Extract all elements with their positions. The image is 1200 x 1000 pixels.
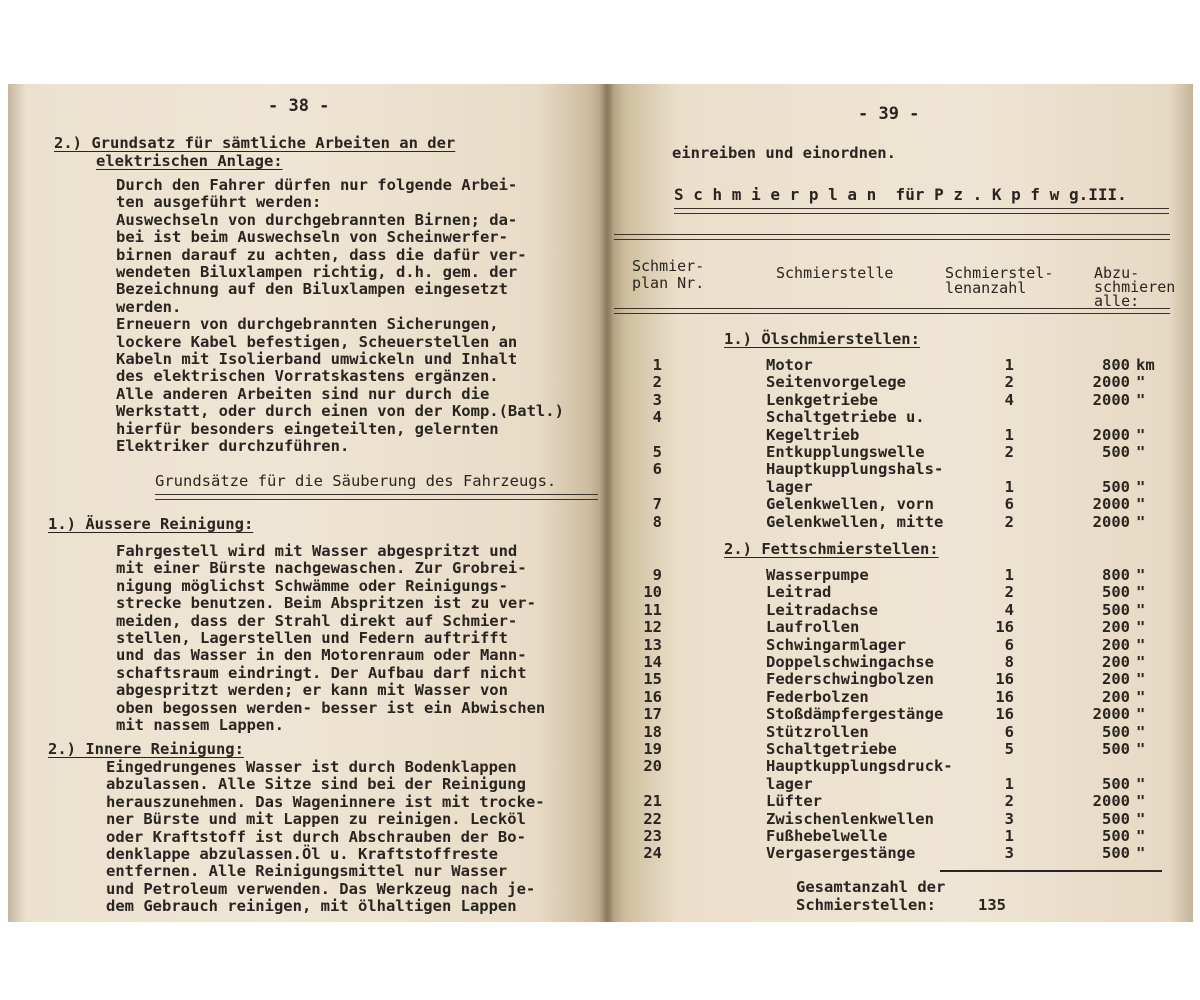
cell-count: 2: [1004, 512, 1014, 531]
cell-unit: ": [1136, 670, 1146, 689]
cell-count: 6: [1004, 722, 1014, 741]
body-line: oben begossen werden- besser ist ein Abwischen: [116, 698, 546, 717]
total-label-line: Gesamtanzahl der: [796, 878, 946, 896]
body-line: bei ist beim Auswechseln von Scheinwerfer-: [116, 228, 508, 247]
cell-count: 6: [1004, 495, 1014, 514]
body-line: lockere Kabel befestigen, Scheuerstellen an: [116, 332, 518, 351]
body-line: Eingedrungenes Wasser ist durch Bodenklappen: [106, 758, 517, 776]
header-line: plan Nr.: [632, 274, 705, 292]
body-line: werden.: [116, 297, 182, 316]
intro-line: einreiben und einordnen.: [672, 144, 896, 162]
cell-count: 2: [1004, 792, 1014, 811]
cell-interval: 500: [1102, 477, 1130, 496]
cell-interval: 800: [1102, 356, 1130, 374]
cell-interval: 200: [1102, 618, 1130, 637]
cell-count: 4: [1004, 390, 1014, 409]
cell-name: Schaltgetriebe u.: [766, 408, 925, 427]
cell-unit: ": [1136, 495, 1146, 514]
cell-interval: 500: [1102, 809, 1130, 828]
cell-count: 1: [1004, 477, 1014, 496]
body-line: Fahrgestell wird mit Wasser abgespritzt und: [116, 542, 518, 560]
cell-nr: 2: [652, 373, 662, 392]
cell-name: Leitrad: [766, 583, 832, 602]
cell-interval: 200: [1102, 670, 1130, 689]
cleaning-title-rule: [155, 494, 598, 500]
cell-nr: 14: [643, 653, 662, 671]
cell-count: 2: [1004, 443, 1014, 461]
header-lubrication-point: Schmierstelle: [776, 264, 894, 282]
cell-name: Lüfter: [766, 792, 822, 811]
cell-count: 1: [1004, 425, 1014, 444]
cell-unit: ": [1136, 373, 1146, 392]
cell-interval: 200: [1102, 687, 1130, 706]
cell-unit: ": [1136, 809, 1146, 828]
cell-nr: 24: [643, 844, 662, 863]
cell-name: Doppelschwingachse: [766, 653, 934, 671]
cell-nr: 7: [652, 495, 662, 514]
cell-name: Lenkgetriebe: [766, 390, 878, 409]
cell-unit: ": [1136, 425, 1146, 444]
cell-count: 3: [1004, 844, 1014, 863]
total-value: 135: [978, 896, 1006, 914]
cell-name: Federschwingbolzen: [766, 670, 934, 689]
cell-name: Motor: [766, 356, 813, 374]
cell-count: 1: [1004, 774, 1014, 793]
cell-name: Kegeltrieb: [766, 425, 860, 444]
body-line: Kabeln mit Isolierband umwickeln und Inhalt: [116, 350, 518, 368]
cell-unit: ": [1136, 635, 1146, 654]
body-line: stellen, Lagerstellen und Federn auftrifft: [116, 629, 508, 647]
body-line: strecke benutzen. Beim Abspritzen ist zu ver-: [116, 594, 536, 613]
cell-nr: 15: [643, 670, 662, 689]
cell-name: Schaltgetriebe: [766, 740, 897, 758]
cleaning-title: Grundsätze für die Säuberung des Fahrzeugs.: [155, 472, 557, 490]
cell-count: 16: [995, 687, 1014, 706]
cell-nr: 22: [643, 809, 662, 828]
header-line: schmieren: [1094, 278, 1176, 296]
total-label-line: Schmierstellen:: [796, 896, 936, 914]
cell-nr: 9: [652, 566, 662, 584]
cell-interval: 500: [1102, 844, 1130, 863]
cell-unit: ": [1136, 618, 1146, 637]
body-line: Werkstatt, oder durch einen von der Komp.(Batl.): [116, 402, 564, 421]
book-gutter: [600, 84, 614, 922]
cell-count: 1: [1004, 566, 1014, 584]
cell-name: Federbolzen: [766, 687, 869, 706]
header-line: Abzu-: [1094, 264, 1140, 282]
cell-interval: 200: [1102, 635, 1130, 654]
cell-nr: 4: [652, 408, 662, 427]
body-line: meiden, dass der Strahl direkt auf Schmier-: [116, 611, 518, 630]
cell-unit: ": [1136, 687, 1146, 706]
group-grease-heading: 2.) Fettschmierstellen:: [724, 540, 939, 558]
body-line: wendeten Biluxlampen richtig, d.h. gem. der: [116, 263, 518, 281]
body-line: mit einer Bürste nachgewaschen. Zur Grobrei-: [116, 559, 527, 578]
cell-count: 16: [995, 705, 1014, 724]
cell-interval: 500: [1102, 827, 1130, 845]
body-line: herauszunehmen. Das Wageninnere ist mit trocke-: [106, 792, 545, 811]
cell-unit: ": [1136, 477, 1146, 496]
cell-unit: ": [1136, 722, 1146, 741]
cell-name: Wasserpumpe: [766, 566, 869, 584]
cell-unit: ": [1136, 600, 1146, 619]
total-rule: [940, 870, 1162, 872]
cell-nr: 6: [652, 460, 662, 479]
cell-interval: 500: [1102, 583, 1130, 602]
cell-name: Stoßdämpfergestänge: [766, 705, 944, 724]
cell-interval: 2000: [1092, 425, 1130, 444]
cell-nr: 1: [652, 356, 662, 374]
cell-name: Hauptkupplungshals-: [766, 460, 944, 479]
body-line: schaftsraum eindringt. Der Aufbau darf nicht: [116, 663, 527, 682]
body-line: abgespritzt werden; er kann mit Wasser von: [116, 681, 508, 700]
cell-count: 2: [1004, 373, 1014, 392]
table-header-rule: [614, 308, 1170, 314]
body-line: Elektriker durchzuführen.: [116, 437, 350, 455]
cell-count: 5: [1004, 740, 1014, 758]
cell-unit: ": [1136, 512, 1146, 531]
section-title-line: 2.) Grundsatz für sämtliche Arbeiten an der: [54, 134, 456, 152]
header-line: Schmierstel-: [945, 264, 1054, 282]
group-oil-heading: 1.) Ölschmierstellen:: [724, 330, 920, 348]
cell-nr: 5: [652, 443, 662, 461]
header-line: lenanzahl: [945, 279, 1027, 297]
header-line: Schmier-: [632, 257, 705, 275]
cell-nr: 12: [643, 618, 662, 637]
body-line: oder Kraftstoff ist durch Abschrauben der Bo-: [106, 827, 526, 846]
cell-interval: 500: [1102, 443, 1130, 461]
cell-nr: 10: [643, 583, 662, 602]
cell-name: Seitenvorgelege: [766, 373, 906, 392]
header-line: alle:: [1094, 292, 1140, 310]
body-line: Bezeichnung auf den Biluxlampen eingesetzt: [116, 280, 508, 299]
cell-name: Laufrollen: [766, 618, 860, 637]
cell-unit: ": [1136, 443, 1146, 461]
cell-nr: 23: [643, 827, 662, 845]
cell-count: 3: [1004, 809, 1014, 828]
cell-count: 1: [1004, 827, 1014, 845]
cell-interval: 2000: [1092, 705, 1130, 724]
body-line: birnen darauf zu achten, dass die dafür ver-: [116, 245, 527, 264]
body-line: Alle anderen Arbeiten sind nur durch die: [116, 384, 490, 403]
body-line: nigung möglichst Schwämme oder Reinigungs-: [116, 576, 508, 595]
body-line: abzulassen. Alle Sitze sind bei der Reinigung: [106, 775, 526, 794]
cell-unit: ": [1136, 390, 1146, 409]
page-number-right: - 39 -: [858, 104, 920, 124]
body-line: ner Bürste und mit Lappen zu reinigen. Lecköl: [106, 810, 526, 829]
cell-nr: 8: [652, 512, 662, 531]
body-line: hierfür besonders eingeteilten, gelernten: [116, 419, 499, 438]
cell-name: Fußhebelwelle: [766, 827, 888, 845]
cell-name: Gelenkwellen, mitte: [766, 512, 944, 531]
cell-name: Zwischenlenkwellen: [766, 809, 934, 828]
cell-name: Vergasergestänge: [766, 844, 916, 863]
cell-name: Gelenkwellen, vorn: [766, 495, 934, 514]
body-line: Durch den Fahrer dürfen nur folgende Arbei-: [116, 176, 518, 194]
outer-cleaning-heading: 1.) Äussere Reinigung:: [48, 515, 254, 533]
cell-interval: 800: [1102, 566, 1130, 584]
body-line: und Petroleum verwenden. Das Werkzeug nach je-: [106, 879, 536, 898]
table-top-rule: [614, 234, 1170, 240]
cell-nr: 20: [643, 757, 662, 776]
body-line: mit nassem Lappen.: [116, 716, 284, 734]
cell-count: 8: [1004, 653, 1014, 671]
page-number-left: - 38 -: [268, 96, 330, 116]
cell-interval: 2000: [1092, 390, 1130, 409]
body-line: denklappe abzulassen.Öl u. Kraftstoffreste: [106, 845, 498, 863]
cell-interval: 500: [1102, 774, 1130, 793]
cell-interval: 2000: [1092, 495, 1130, 514]
inner-cleaning-heading: 2.) Innere Reinigung:: [48, 740, 244, 758]
cell-unit: ": [1136, 827, 1146, 845]
cell-count: 1: [1004, 356, 1014, 374]
section-title-line: elektrischen Anlage:: [96, 152, 283, 170]
cell-unit: ": [1136, 792, 1146, 811]
cell-interval: 500: [1102, 600, 1130, 619]
cell-count: 16: [995, 670, 1014, 689]
cell-count: 6: [1004, 635, 1014, 654]
cell-nr: 3: [652, 390, 662, 409]
body-line: Auswechseln von durchgebrannten Birnen; da-: [116, 210, 518, 229]
cell-interval: 2000: [1092, 792, 1130, 811]
cell-nr: 16: [643, 687, 662, 706]
cell-nr: 18: [643, 722, 662, 741]
body-line: des elektrischen Vorratskastens ergänzen.: [116, 367, 499, 386]
cell-name: Schwingarmlager: [766, 635, 906, 654]
body-line: ten ausgeführt werden:: [116, 193, 322, 212]
cell-nr: 11: [643, 600, 662, 619]
cell-count: 16: [995, 618, 1014, 637]
cell-unit: ": [1136, 740, 1146, 758]
cell-unit: km: [1136, 356, 1155, 374]
cell-nr: 13: [643, 635, 662, 654]
cell-interval: 2000: [1092, 373, 1130, 392]
cell-unit: ": [1136, 774, 1146, 793]
body-line: Erneuern von durchgebrannten Sicherungen,: [116, 315, 499, 334]
cell-name: Leitradachse: [766, 600, 878, 619]
cell-interval: 500: [1102, 722, 1130, 741]
cell-unit: ": [1136, 844, 1146, 863]
cell-unit: ": [1136, 653, 1146, 671]
cell-interval: 2000: [1092, 512, 1130, 531]
cell-name: Hauptkupplungsdruck-: [766, 757, 953, 776]
cell-interval: 500: [1102, 740, 1130, 758]
cell-nr: 17: [643, 705, 662, 724]
title-rule: [674, 208, 1169, 214]
cell-unit: ": [1136, 705, 1146, 724]
cell-name: lager: [766, 477, 813, 496]
cell-unit: ": [1136, 566, 1146, 584]
lubrication-plan-title: S c h m i e r p l a n für P z . K p f w g.III.: [674, 185, 1127, 204]
cell-interval: 200: [1102, 653, 1130, 671]
cell-nr: 19: [643, 740, 662, 758]
cell-count: 2: [1004, 583, 1014, 602]
body-line: entfernen. Alle Reinigungsmittel nur Wasser: [106, 862, 508, 881]
cell-nr: 21: [643, 792, 662, 811]
cell-count: 4: [1004, 600, 1014, 619]
cell-unit: ": [1136, 583, 1146, 602]
body-line: und das Wasser in den Motorenraum oder Mann-: [116, 646, 527, 665]
cell-name: Entkupplungswelle: [766, 443, 925, 461]
cell-name: lager: [766, 774, 813, 793]
body-line: dem Gebrauch reinigen, mit ölhaltigen Lappen: [106, 897, 517, 916]
cell-name: Stützrollen: [766, 722, 869, 741]
